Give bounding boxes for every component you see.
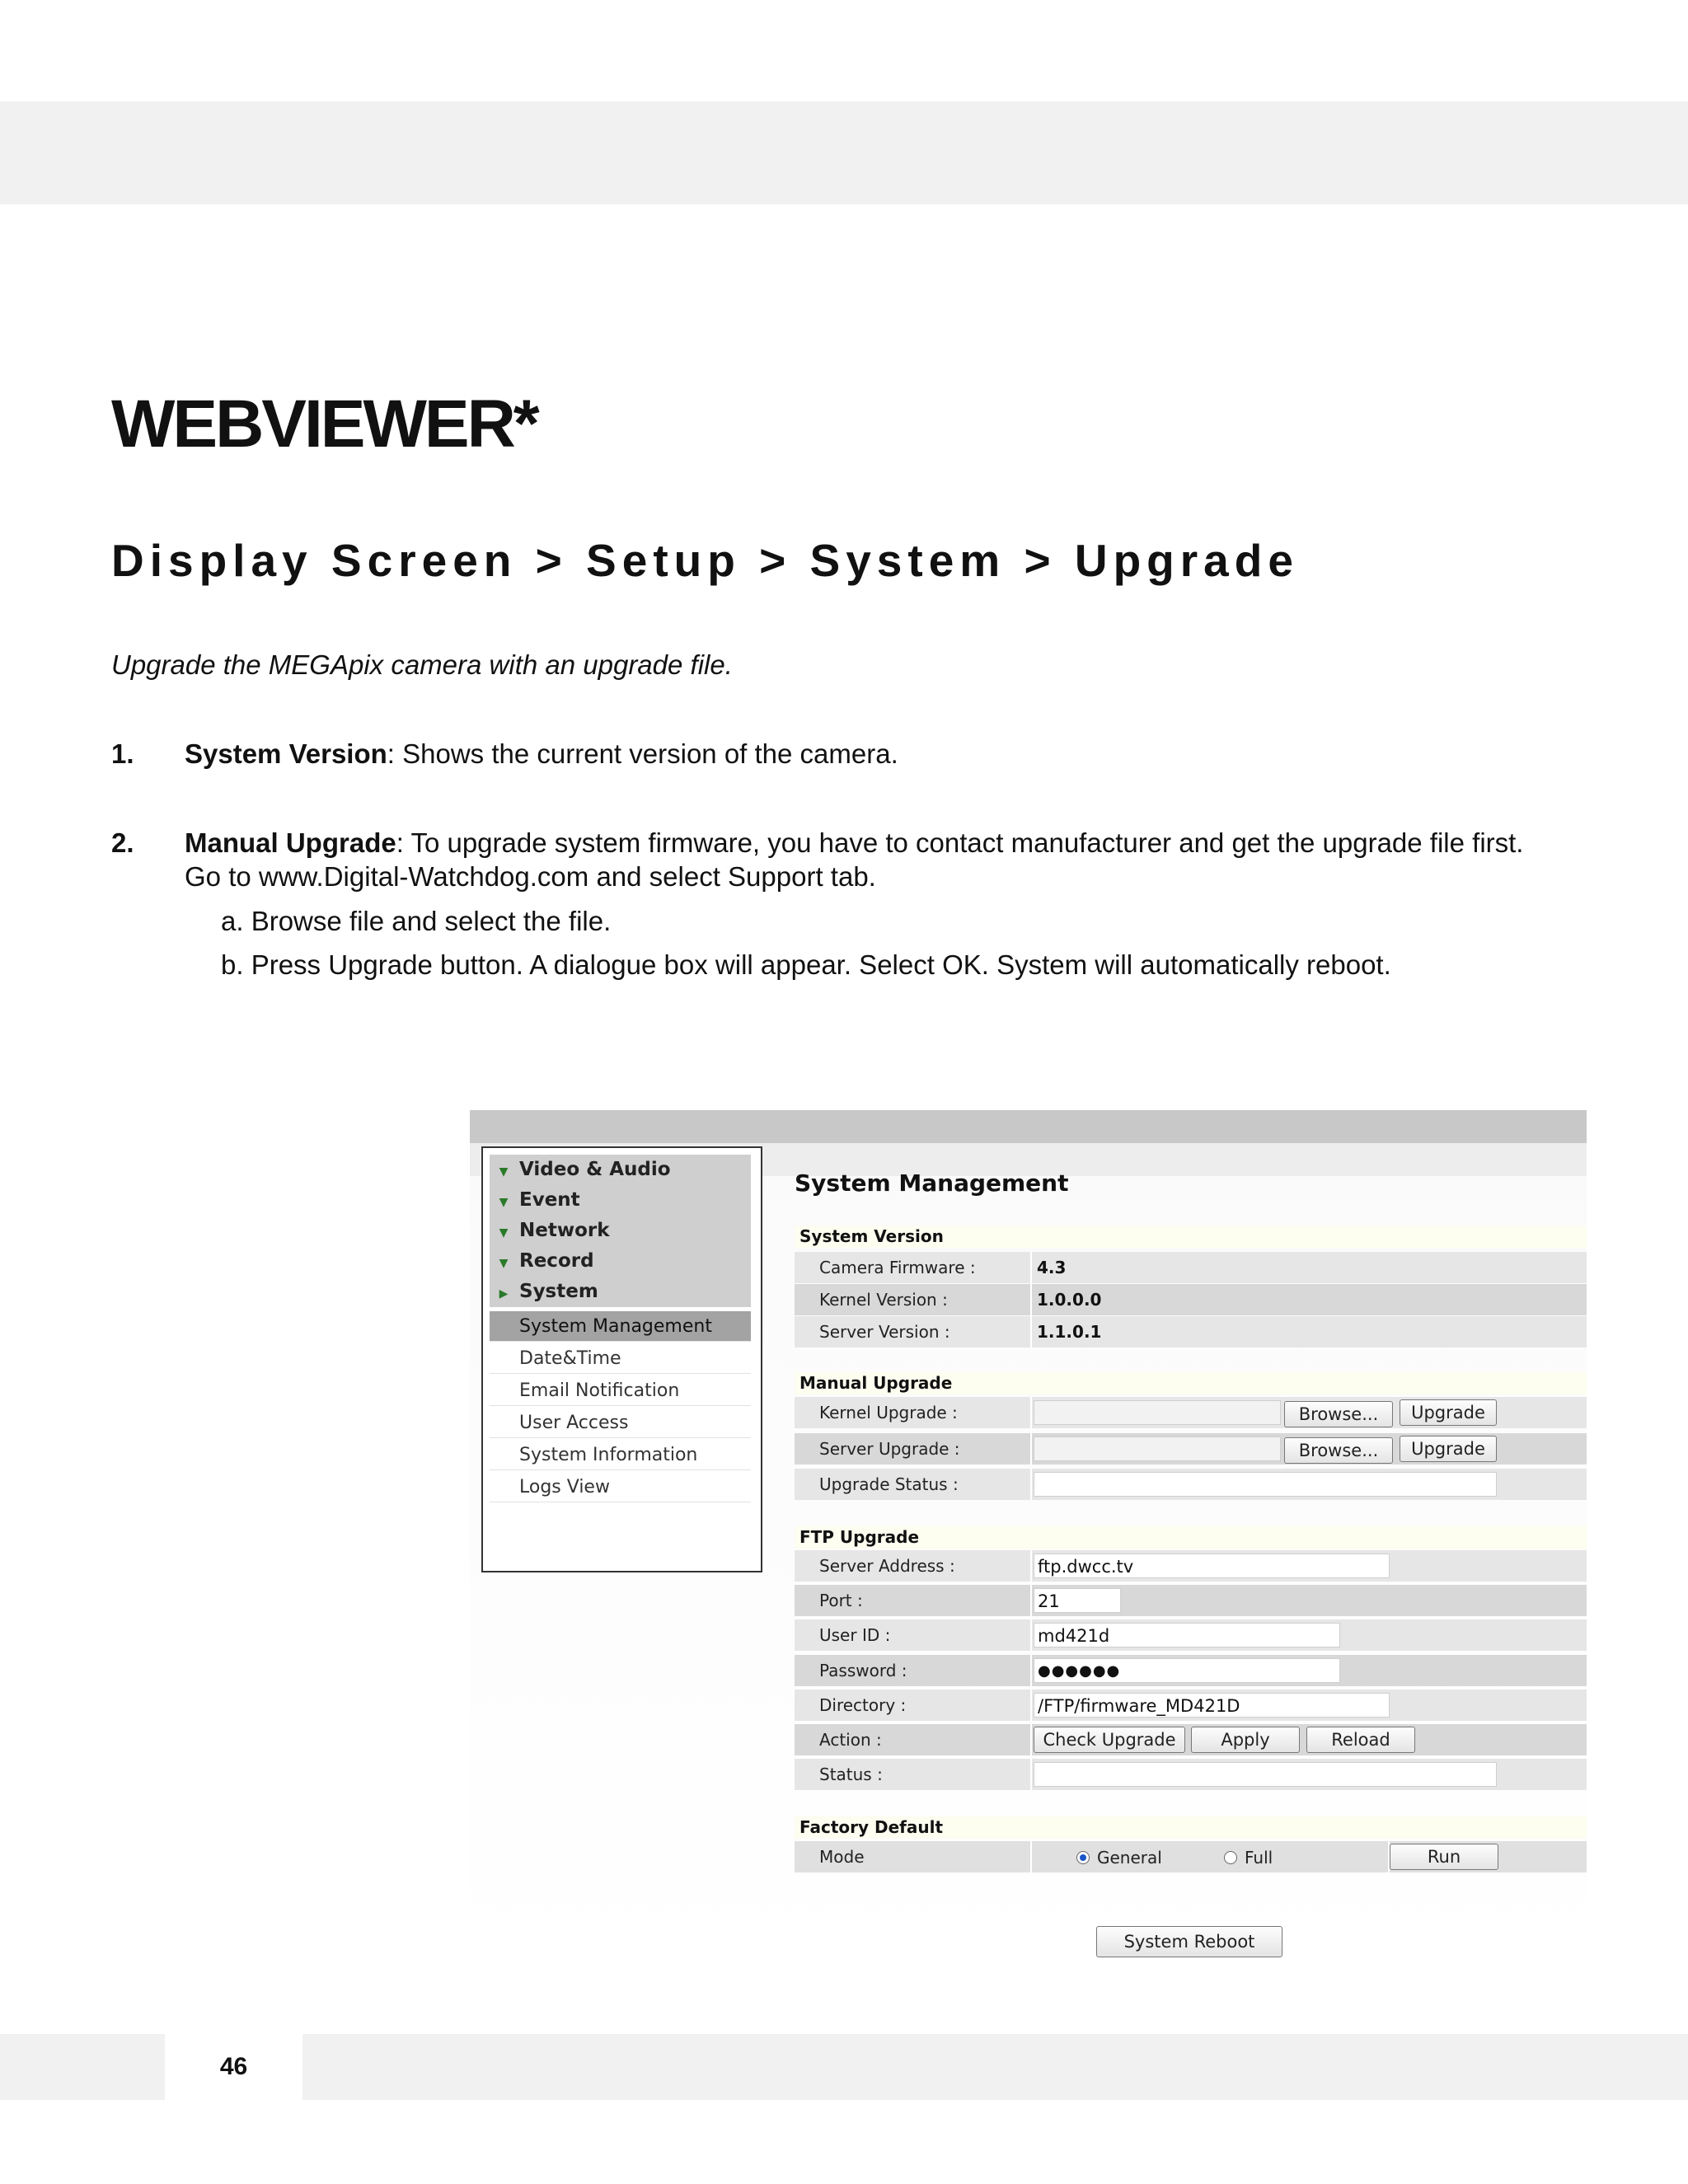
column-divider <box>1030 1585 1032 1616</box>
column-divider <box>1030 1433 1032 1465</box>
menu-system-information[interactable]: System Information <box>490 1440 751 1470</box>
row-label: Kernel Version : <box>819 1290 948 1310</box>
row-server-address <box>795 1550 1587 1582</box>
row-label: Camera Firmware : <box>819 1258 976 1277</box>
header-band <box>0 101 1688 204</box>
menu-system-management[interactable]: System Management <box>490 1311 751 1342</box>
menu-label: Network <box>519 1220 610 1241</box>
screenshot-top-bar <box>470 1110 1587 1143</box>
step-b: b. Press Upgrade button. A dialogue box will appear. Select OK. System will automatically reboot. <box>221 949 1391 980</box>
row-label: Upgrade Status : <box>819 1474 959 1494</box>
collapse-arrow-icon: ▶ <box>499 1287 509 1301</box>
expand-arrow-icon: ▼ <box>499 1226 509 1240</box>
column-divider <box>1030 1469 1032 1500</box>
row-server-version <box>795 1316 1587 1347</box>
section-factory-default: Factory Default <box>795 1816 1587 1839</box>
section-system-version: System Version <box>795 1226 1587 1248</box>
upgrade-status-field <box>1034 1472 1497 1497</box>
general-radio-label: General <box>1097 1848 1162 1868</box>
column-divider <box>1030 1841 1032 1872</box>
row-kernel-upgrade <box>795 1397 1587 1428</box>
user-id-input[interactable]: md421d <box>1034 1623 1340 1647</box>
column-divider <box>1030 1550 1032 1582</box>
item-text: : Shows the current version of the camera. <box>387 738 898 769</box>
row-label: User ID : <box>819 1625 891 1645</box>
menu-label: Event <box>519 1189 580 1211</box>
item-number: 2. <box>111 827 134 858</box>
system-management-title: System Management <box>795 1169 1069 1197</box>
full-radio-label: Full <box>1245 1848 1273 1868</box>
kernel-version-value: 1.0.0.0 <box>1037 1290 1102 1310</box>
system-reboot-button[interactable]: System Reboot <box>1096 1926 1282 1957</box>
item-manual-upgrade <box>185 827 1523 859</box>
row-port <box>795 1585 1587 1616</box>
item-label: System Version <box>185 738 387 769</box>
run-button[interactable]: Run <box>1390 1844 1498 1870</box>
row-label: Server Address : <box>819 1556 955 1576</box>
menu-user-access[interactable]: User Access <box>490 1408 751 1438</box>
item-number: 1. <box>111 738 134 769</box>
kernel-upgrade-button[interactable]: Upgrade <box>1400 1399 1497 1426</box>
row-user-id <box>795 1619 1587 1651</box>
directory-input[interactable]: /FTP/firmware_MD421D <box>1034 1693 1390 1718</box>
row-label: Port : <box>819 1591 863 1610</box>
menu-label: Video & Audio <box>519 1159 671 1180</box>
menu-email-notification[interactable]: Email Notification <box>490 1376 751 1406</box>
row-kernel-version <box>795 1284 1587 1315</box>
expand-arrow-icon: ▼ <box>499 1165 509 1179</box>
row-action <box>795 1724 1587 1755</box>
footer-band <box>0 2034 165 2100</box>
item-text: : To upgrade system firmware, you have to contact manufacturer and get the upgrade file first. <box>396 827 1524 858</box>
row-password <box>795 1655 1587 1686</box>
row-label: Directory : <box>819 1695 907 1715</box>
row-label: Status : <box>819 1765 883 1784</box>
menu-event[interactable] <box>490 1185 751 1216</box>
menu-record[interactable] <box>490 1246 751 1277</box>
row-label: Kernel Upgrade : <box>819 1403 958 1422</box>
column-divider <box>1030 1397 1032 1428</box>
row-label: Server Upgrade : <box>819 1439 960 1459</box>
step-a: a. Browse file and select the file. <box>221 906 612 936</box>
setup-menu <box>481 1146 762 1572</box>
server-browse-button[interactable]: Browse... <box>1284 1437 1393 1464</box>
menu-video-audio[interactable] <box>490 1155 751 1185</box>
footer-band <box>302 2034 1688 2100</box>
row-status <box>795 1759 1587 1790</box>
row-label: Server Version : <box>819 1322 950 1342</box>
server-upgrade-button[interactable]: Upgrade <box>1400 1436 1497 1462</box>
row-camera-firmware <box>795 1252 1587 1283</box>
menu-logs-view[interactable]: Logs View <box>490 1472 751 1502</box>
status-field <box>1034 1762 1497 1787</box>
expand-arrow-icon: ▼ <box>499 1196 509 1209</box>
reload-button[interactable]: Reload <box>1306 1727 1415 1753</box>
column-divider <box>1030 1619 1032 1651</box>
page-number: 46 <box>219 2053 248 2080</box>
kernel-file-input[interactable] <box>1034 1400 1281 1425</box>
port-input[interactable]: 21 <box>1034 1588 1121 1613</box>
row-label: Password : <box>819 1661 907 1680</box>
row-label: Mode <box>819 1847 865 1867</box>
section-ftp-upgrade: FTP Upgrade <box>795 1526 1587 1549</box>
column-divider <box>1030 1690 1032 1721</box>
webviewer-screenshot <box>470 1110 1587 1975</box>
general-radio[interactable] <box>1076 1851 1090 1864</box>
row-upgrade-status <box>795 1469 1587 1500</box>
server-address-input[interactable]: ftp.dwcc.tv <box>1034 1554 1390 1578</box>
check-upgrade-button[interactable]: Check Upgrade <box>1034 1727 1185 1753</box>
server-version-value: 1.1.0.1 <box>1037 1322 1102 1342</box>
breadcrumb: Display Screen > Setup > System > Upgrade <box>111 535 1299 586</box>
item-system-version <box>185 738 898 770</box>
kernel-browse-button[interactable]: Browse... <box>1284 1401 1393 1427</box>
expand-arrow-icon: ▼ <box>499 1257 509 1270</box>
row-directory <box>795 1690 1587 1721</box>
column-divider <box>1030 1655 1032 1686</box>
row-mode <box>795 1841 1587 1872</box>
section-manual-upgrade: Manual Upgrade <box>795 1372 1587 1394</box>
apply-button[interactable]: Apply <box>1191 1727 1300 1753</box>
item-label: Manual Upgrade <box>185 827 396 858</box>
server-file-input[interactable] <box>1034 1436 1281 1461</box>
camera-firmware-value: 4.3 <box>1037 1258 1067 1277</box>
menu-date-time[interactable]: Date&Time <box>490 1343 751 1374</box>
menu-network[interactable] <box>490 1216 751 1246</box>
item-text-line2: Go to www.Digital-Watchdog.com and select Support tab. <box>185 861 876 892</box>
column-divider <box>1030 1724 1032 1755</box>
full-radio[interactable] <box>1224 1851 1237 1864</box>
page-title: WEBVIEWER* <box>111 387 537 462</box>
row-server-upgrade <box>795 1433 1587 1465</box>
menu-system[interactable] <box>490 1277 751 1307</box>
column-divider <box>1030 1759 1032 1790</box>
intro-text: Upgrade the MEGApix camera with an upgrade file. <box>111 649 733 680</box>
menu-label: Record <box>519 1250 594 1272</box>
menu-label: System <box>519 1281 598 1302</box>
row-label: Action : <box>819 1730 882 1750</box>
password-input[interactable]: ●●●●●● <box>1034 1658 1340 1683</box>
